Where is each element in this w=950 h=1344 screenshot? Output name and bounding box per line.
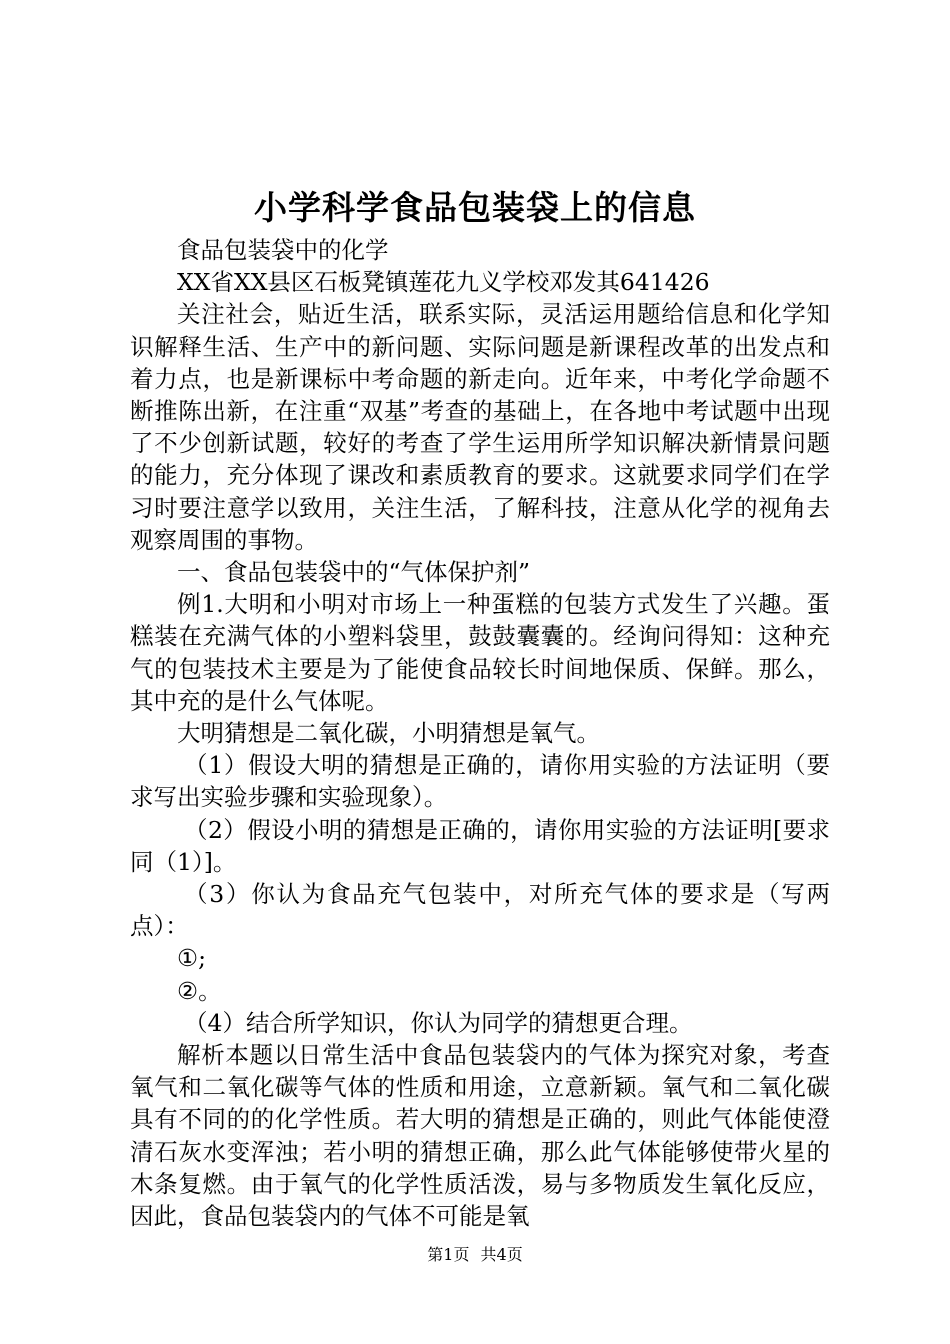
section-heading: 一、食品包装袋中的“气体保护剂” (177, 558, 531, 587)
question-1: （1）假设大明的猜想是正确的，请你用实验的方法证明（要求写出实验步骤和实验现象）。 (130, 751, 830, 812)
page-footer (0, 1243, 950, 1267)
answer-blank-2: ②。 (177, 976, 222, 1005)
intro-paragraph: 关注社会，贴近生活，联系实际，灵活运用题给信息和化学知识解释生活、生产中的新问题、实际问题是新课程改革的出发点和着力点，也是新课标中考命题的新走向。近年来，中考化学命题不断推陈出新，在注重“双基”考查的基础上，在各地中考试题中出现了不少创新试题，较好的考查了学生运用所学知识解决新情景问题的能力，充分体现了课改和素质教育的要求。这就要求同学们在学习时要注意学以致用，关注生活，了解科技，注意从化学的视角去观察周围的事物。 (130, 300, 830, 554)
answer-blank-1: ①; (177, 944, 206, 973)
page-total: 共4页 (480, 1245, 523, 1264)
page-number: 第1页 (427, 1245, 470, 1264)
document-title: 小学科学食品包装袋上的信息 (254, 188, 696, 227)
hypothesis-paragraph: 大明猜想是二氧化碳，小明猜想是氧气。 (177, 719, 600, 748)
question-4: （4）结合所学知识，你认为同学的猜想更合理。 (184, 1008, 693, 1037)
document-body (130, 234, 830, 1232)
subtitle-paragraph: 食品包装袋中的化学 (177, 236, 389, 264)
question-2: （2）假设小明的猜想是正确的，请你用实验的方法证明[要求同（1）]。 (130, 815, 830, 876)
example-paragraph: 例1.大明和小明对市场上一种蛋糕的包装方式发生了兴趣。蛋糕装在充满气体的小塑料袋里，鼓鼓囊囊的。经询问得知：这种充气的包装技术主要是为了能使食品较长时间地保质、保鲜。那么，其中充的是什么气体呢。 (130, 590, 830, 715)
analysis-paragraph: 解析本题以日常生活中食品包装袋内的气体为探究对象，考查氧气和二氧化碳等气体的性质和用途，立意新颖。氧气和二氧化碳具有不同的的化学性质。若大明的猜想是正确的，则此气体能使澄清石灰水变浑浊；若小明的猜想正确，那么此气体能够使带火星的木条复燃。由于氧气的化学性质活泼，易与多物质发生氧化反应，因此，食品包装袋内的气体不可能是氧 (130, 1041, 830, 1231)
question-3: （3）你认为食品充气包装中，对所充气体的要求是（写两点）： (130, 880, 830, 941)
author-line: XX省XX县区石板凳镇莲花九义学校邓发其641426 (177, 268, 710, 297)
